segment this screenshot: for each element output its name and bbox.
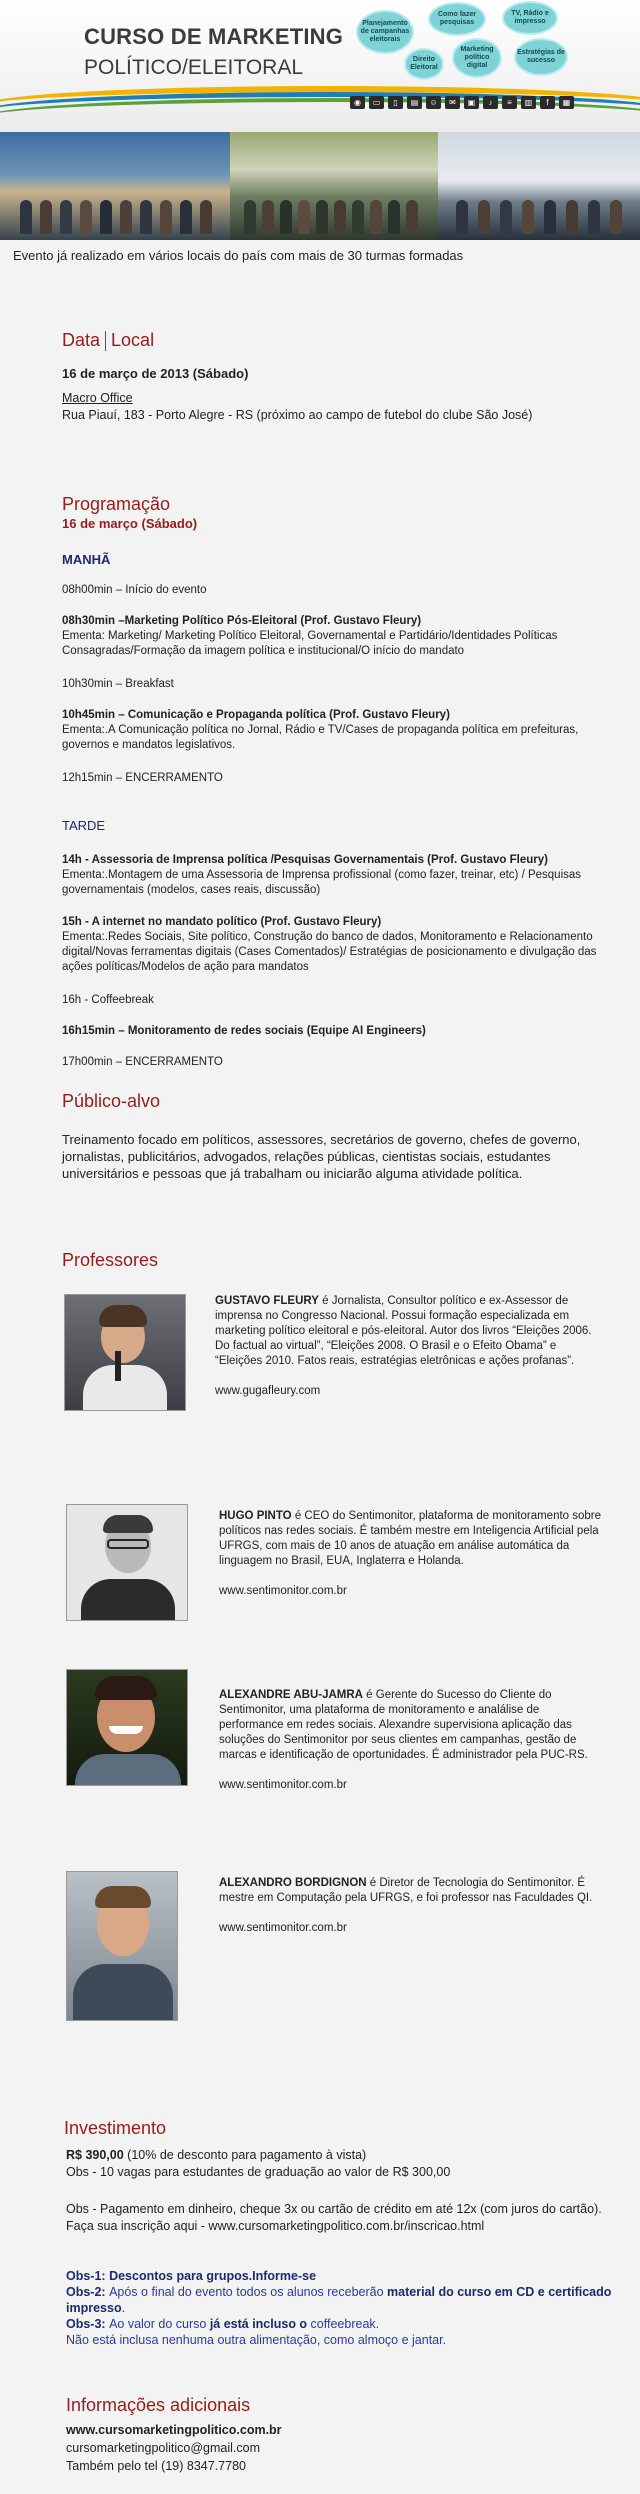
obs-students: Obs - 10 vagas para estudantes de graduação ao valor de R$ 300,00 [66, 2165, 451, 2179]
professor-bio [219, 1509, 604, 1599]
header-banner [0, 0, 640, 132]
tarde-item: 16h - Coffeebreak [62, 994, 154, 1006]
topic-bubble: Marketing político digital [452, 38, 502, 78]
heading-data: Data [62, 330, 101, 350]
professor-bio-text: é Diretor de Tecnologia do Sentimonitor. É mestre em Computação pela UFRGS, e foi professor nas Faculdades QI. [219, 1877, 593, 1904]
tarde-session-title: 15h - A internet no mandato político (Prof. Gustavo Fleury) [62, 916, 382, 928]
professor-site[interactable]: www.sentimonitor.com.br [219, 1779, 347, 1791]
phone-icon: ▯ [388, 96, 403, 109]
manha-session-desc: Ementa:.A Comunicação política no Jornal, Rádio e TV/Cases de propaganda política em prefeituras, governos e mandatos legislativos. [62, 724, 579, 751]
professor-name: HUGO PINTO [219, 1510, 292, 1522]
tarde-session-title: 14h - Assessoria de Imprensa política /Pesquisas Governamentais (Prof. Gustavo Fleury) [62, 854, 548, 866]
professor-site[interactable]: www.sentimonitor.com.br [219, 1585, 347, 1597]
professor-bio-text: é Gerente do Sucesso do Cliente do Sentimonitor, uma plataforma de monitoramento e analálise de performance em redes sociais. Alexandre supervisiona aplicação das soluções do Sentimonitor por seus clientes em campanhas, gestão de marcas e identificação de oportunidades. É administrador pela PUC-RS. [219, 1689, 588, 1761]
manha-item: 08h00min – Início do evento [62, 584, 207, 596]
professor-photo-gustavo [64, 1294, 186, 1411]
manha-session-desc: Ementa: Marketing/ Marketing Político Eleitoral, Governamental e Partidário/Identidades Políticas Consagradas/Formação da imagem política e institucional/O início do mandato [62, 630, 558, 657]
info-email[interactable]: cursomarketingpolitico@gmail.com [66, 2441, 261, 2455]
obs-3: Obs-3: Ao valor do curso já está incluso o coffeebreak. [66, 2317, 380, 2331]
professor-bio [219, 1688, 604, 1793]
tarde-item: 17h00min – ENCERRAMENTO [62, 1056, 223, 1068]
publico-heading: Público-alvo [62, 1091, 161, 1111]
professor-name: GUSTAVO FLEURY [215, 1295, 319, 1307]
investimento-heading: Investimento [64, 2118, 167, 2138]
professor-name: ALEXANDRE ABU-JAMRA [219, 1689, 363, 1701]
manha-session-title: 10h45min – Comunicação e Propaganda política (Prof. Gustavo Fleury) [62, 709, 450, 721]
event-date: 16 de março de 2013 (Sábado) [62, 366, 249, 381]
professores-heading: Professores [62, 1250, 159, 1270]
manha-item: 12h15min – ENCERRAMENTO [62, 772, 223, 784]
manha-item: 10h30min – Breakfast [62, 678, 174, 690]
mail-icon: ✉ [445, 96, 460, 109]
chart-icon: ▤ [407, 96, 422, 109]
professor-bio-text: é Jornalista, Consultor político e ex-Assessor de imprensa no Congresso Nacional. Possui formação especializada em marketing político eleitoral e pós-eleitoral. Autor dos livros “Eleições 2006. Do factual ao virtual”, “Eleições 2008. O Brasil e o Efeito Obama” e “Eleições 2010. Fatos reais, estratégias eletrônicas e ações profanas”. [215, 1295, 592, 1367]
professor-bio [215, 1294, 600, 1399]
venue-address: Rua Piauí, 183 - Porto Alegre - RS (próximo ao campo de futebol do clube São José) [62, 408, 533, 422]
topic-bubble: Estratégias de sucesso [514, 38, 568, 76]
person-icon: ☺ [426, 96, 441, 109]
event-note: Evento já realizado em vários locais do país com mais de 30 turmas formadas [13, 248, 464, 263]
list-icon: ≡ [502, 96, 517, 109]
book-icon: ▥ [521, 96, 536, 109]
topic-bubble: Planejamento de campanhas eleitorais [356, 10, 414, 54]
obs-2: Obs-2: Após o final do evento todos os alunos receberão material do curso em CD e certificado impresso. [66, 2285, 612, 2315]
topic-bubble: Direito Eleitoral [404, 48, 444, 80]
professor-photo-hugo [66, 1504, 188, 1621]
event-photo-3 [438, 132, 640, 240]
price-line [66, 2148, 366, 2162]
monitor-icon: ▭ [369, 96, 384, 109]
topic-bubble: Como fazer pesquisas [428, 2, 486, 36]
course-title-line1: CURSO DE MARKETING [84, 24, 344, 49]
heading-local: Local [111, 330, 155, 350]
calendar-icon: ▦ [559, 96, 574, 109]
programacao-heading: Programação [62, 494, 171, 514]
info-heading: Informações adicionais [66, 2395, 251, 2415]
info-phone: Também pelo tel (19) 8347.7780 [66, 2459, 246, 2473]
course-title-line2: POLÍTICO/ELEITORAL [84, 56, 304, 79]
event-photos [0, 132, 640, 240]
price-note: (10% de desconto para pagamento à vista) [123, 2148, 367, 2162]
manha-session-title: 08h30min –Marketing Político Pós-Eleitoral (Prof. Gustavo Fleury) [62, 615, 422, 627]
programacao-date: 16 de março (Sábado) [62, 516, 198, 531]
tarde-session-desc: Ementa:.Montagem de uma Assessoria de Imprensa profissional (como fazer, treinar, etc) / Pesquisas governamentais (modelos, cases reais, discussão) [62, 869, 582, 896]
professor-photo-alexandro [66, 1871, 178, 2021]
tv-icon: ▣ [464, 96, 479, 109]
facebook-icon: f [540, 96, 555, 109]
speaker-icon: ♪ [483, 96, 498, 109]
professor-site[interactable]: www.gugafleury.com [215, 1385, 321, 1397]
professor-site[interactable]: www.sentimonitor.com.br [219, 1922, 347, 1934]
venue-name[interactable]: Macro Office [62, 391, 133, 405]
obs-payment[interactable]: Obs - Pagamento em dinheiro, cheque 3x ou cartão de crédito em até 12x (com juros do cartão). Faça sua inscrição aqui - www.cursomarketingpolitico.com.br/inscricao.html [66, 2202, 602, 2233]
tarde-session-title: 16h15min – Monitoramento de redes sociais (Equipe AI Engineers) [62, 1025, 426, 1037]
publico-text: Treinamento focado em políticos, assessores, secretários de governo, chefes de governo, jornalistas, publicitários, advogados, relações públicas, cientistas sociais, estudantes universitários e pessoas que já trabalham ou iniciarão alguma atividade política. [62, 1132, 581, 1181]
tarde-label: TARDE [62, 818, 106, 833]
info-site[interactable]: www.cursomarketingpolitico.com.br [66, 2423, 282, 2437]
event-photo-1 [0, 132, 230, 240]
manha-label: MANHÃ [62, 552, 111, 567]
professor-bio [219, 1876, 604, 1936]
obs-list [66, 2268, 622, 2348]
camera-icon: ◉ [350, 96, 365, 109]
professor-bio-text: é CEO do Sentimonitor, plataforma de monitoramento sobre políticos nas redes sociais. É também mestre em Inteligencia Artificial pela UFRGS, com mais de 10 anos de atuação em análise automática da linguagem no Brasil, EUA, Inglaterra e Holanda. [219, 1510, 602, 1567]
event-photo-2 [230, 132, 438, 240]
professor-name: ALEXANDRO BORDIGNON [219, 1877, 367, 1889]
heading-separator [105, 331, 106, 351]
obs-1: Obs-1: Descontos para grupos.Informe-se [66, 2269, 317, 2283]
obs-final: Não está inclusa nenhuma outra alimentação, como almoço e jantar. [66, 2333, 447, 2347]
icon-toolbar [350, 96, 574, 109]
price: R$ 390,00 [66, 2148, 124, 2162]
data-local-heading [62, 330, 154, 351]
tarde-session-desc: Ementa:.Redes Sociais, Site político, Construção do banco de dados, Monitoramento e Relacionamento digital/Novas ferramentas digitais (Cases Comentados)/ Estratégias de posicionamento e divulgação das ações políticas/Modelos de ação para mandatos [62, 931, 597, 973]
professor-photo-alexandre [66, 1669, 188, 1786]
topic-bubble: TV, Rádio e impresso [502, 1, 558, 35]
